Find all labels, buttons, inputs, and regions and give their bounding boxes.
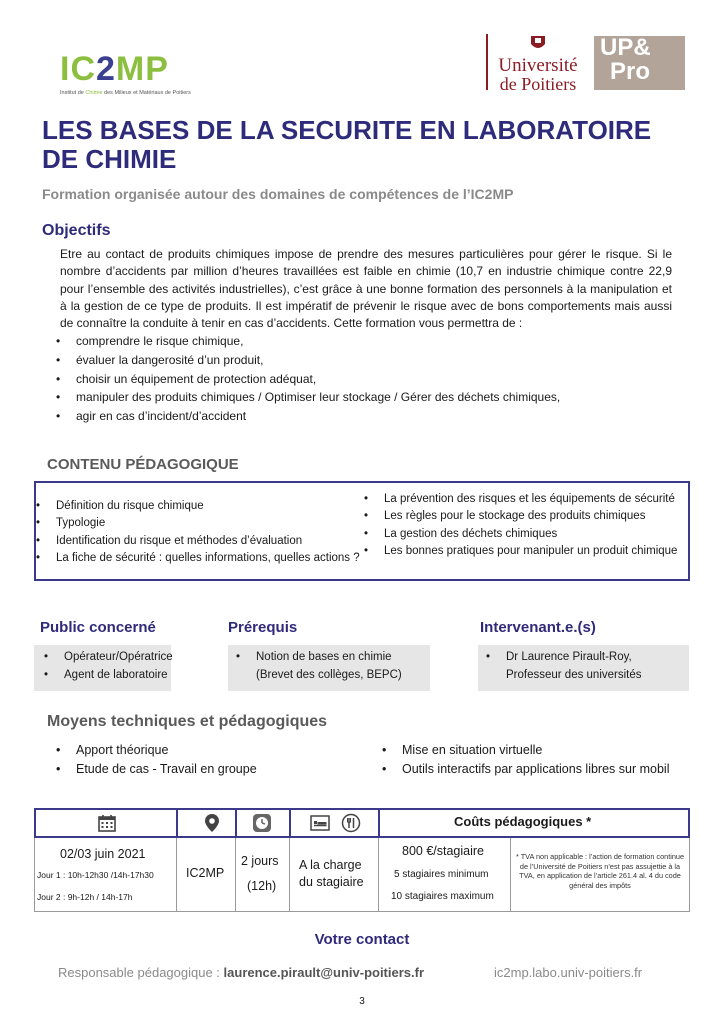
list-item: • comprendre le risque chimique, — [56, 332, 560, 351]
list-item: • Identification du risque et méthodes d’évaluation — [36, 533, 360, 550]
calendar-icon — [97, 813, 117, 833]
list-item-continuation: Professeur des universités — [506, 668, 642, 681]
info-table — [34, 808, 690, 912]
table-header — [34, 808, 690, 838]
list-item: • évaluer la dangerosité d’un produit, — [56, 351, 560, 370]
list-item: • Etude de cas - Travail en groupe — [56, 760, 257, 779]
contact-label: Responsable pédagogique : — [58, 965, 224, 980]
objectifs-paragraph: Etre au contact de produits chimiques impose de prendre des mesures particulières pour gérer le risque. Si le nombre d’accidents par million d’heures travaillées est faible en chimie (10,7 en industrie chimique contre 22,9 pour l’ensemble des activités industrielles), c’est grâce à une bonne formation des personnels à la manipulation et à la gestion de ce type de produits. Il est impératif de prévenir le risque avec de bons comportements mais aussi de connaître la conduite à tenir en cas d’accidents. Cette formation vous permettra de : — [60, 247, 672, 331]
prerequis-list — [236, 649, 402, 684]
contenu-right-list — [364, 491, 677, 560]
list-item-continuation: (Brevet des collèges, BEPC) — [256, 668, 402, 681]
moyens-left-list — [56, 741, 257, 779]
objectifs-list — [56, 332, 560, 426]
objectifs-heading: Objectifs — [42, 222, 111, 239]
cost-header: Coûts pédagogiques * — [454, 814, 592, 829]
divider — [289, 808, 291, 838]
list-item: • Agent de laboratoire — [44, 667, 173, 685]
list-item: • La gestion des déchets chimiques — [364, 526, 677, 543]
public-heading: Public concerné — [40, 619, 156, 636]
page-number: 3 — [359, 996, 365, 1007]
session-dates: 02/03 juin 2021 — [60, 847, 146, 861]
max-trainees: 10 stagiaires maximum — [391, 891, 494, 902]
list-item: • La prévention des risques et les équipements de sécurité — [364, 491, 677, 508]
contenu-heading: CONTENU PÉDAGOGIQUE — [47, 456, 239, 473]
prerequis-heading: Prérequis — [228, 619, 298, 636]
page-subtitle: Formation organisée autour des domaines de compétences de l’IC2MP — [42, 186, 514, 202]
clock-icon — [252, 813, 272, 833]
lodging-line1: A la charge — [299, 858, 362, 872]
list-item: • Définition du risque chimique — [36, 498, 360, 515]
divider — [510, 838, 511, 912]
moyens-right-list — [382, 741, 669, 779]
divider — [235, 838, 236, 912]
list-item: • Opérateur/Opératrice — [44, 649, 173, 667]
list-item: • Apport théorique — [56, 741, 257, 760]
moyens-heading: Moyens techniques et pédagogiques — [47, 713, 328, 730]
list-item: • Typologie — [36, 515, 360, 532]
ic2mp-logo-text: IC2MP — [60, 50, 169, 88]
location-pin-icon — [202, 813, 222, 833]
contact-line — [58, 965, 424, 980]
crest-icon — [528, 34, 548, 52]
divider — [378, 838, 379, 912]
list-item: • Outils interactifs par applications libres sur mobil — [382, 760, 669, 779]
location-value: IC2MP — [186, 866, 225, 880]
divider — [235, 808, 237, 838]
divider — [176, 838, 177, 912]
list-item: • manipuler des produits chimiques / Optimiser leur stockage / Gérer des déchets chimiques, — [56, 388, 560, 407]
list-item: • Les bonnes pratiques pour manipuler un produit chimique — [364, 543, 677, 560]
list-item: • Mise en situation virtuelle — [382, 741, 669, 760]
contact-email-link[interactable]: laurence.pirault@univ-poitiers.fr — [223, 965, 425, 980]
intervenant-list — [486, 649, 642, 684]
schedule-day1: Jour 1 : 10h-12h30 /14h-17h30 — [37, 870, 154, 880]
list-item: • Dr Laurence Pirault-Roy, — [486, 649, 642, 667]
bed-icon — [310, 813, 330, 833]
contact-heading: Votre contact — [314, 931, 410, 948]
meal-icon — [341, 813, 361, 833]
public-list — [44, 649, 173, 684]
tva-note: * TVA non applicable : l’action de formation continue de l’Université de Poitiers n’est pas assujettie à la TVA, en application de l’article 261.4 al. 4 du code général des impôts — [515, 852, 685, 890]
page-title: LES BASES DE LA SECURITE EN LABORATOIRE DE CHIMIE — [42, 115, 652, 174]
intervenant-heading: Intervenant.e.(s) — [480, 619, 596, 636]
list-item: • La fiche de sécurité : quelles informations, quelles actions ? — [36, 550, 360, 567]
universite-poitiers-logo — [486, 34, 590, 94]
list-item: • Notion de bases en chimie — [236, 649, 402, 667]
schedule-day2: Jour 2 : 9h-12h / 14h-17h — [37, 892, 133, 902]
website-link[interactable]: ic2mp.labo.univ-poitiers.fr — [494, 965, 643, 980]
min-trainees: 5 stagiaires minimum — [394, 869, 489, 880]
uppro-logo: UP& Pro — [594, 36, 685, 90]
lodging-line2: du stagiaire — [299, 875, 364, 889]
contenu-left-list — [36, 498, 360, 567]
hours-value: (12h) — [247, 879, 277, 893]
price-value: 800 €/stagiaire — [402, 844, 485, 858]
univ-city: de Poitiers — [499, 74, 577, 94]
ic2mp-tagline: Institut de Chimie des Milieux et Matériaux de Poitiers — [60, 90, 191, 96]
ic2mp-logo — [60, 52, 200, 102]
duration-value: 2 jours — [241, 854, 279, 868]
logo-divider — [486, 34, 488, 90]
univ-name: Université — [498, 55, 578, 76]
list-item: • Les règles pour le stockage des produits chimiques — [364, 508, 677, 525]
divider — [176, 808, 178, 838]
divider — [378, 808, 380, 838]
list-item: • agir en cas d’incident/d’accident — [56, 407, 560, 426]
list-item: • choisir un équipement de protection adéquat, — [56, 370, 560, 389]
divider — [289, 838, 290, 912]
